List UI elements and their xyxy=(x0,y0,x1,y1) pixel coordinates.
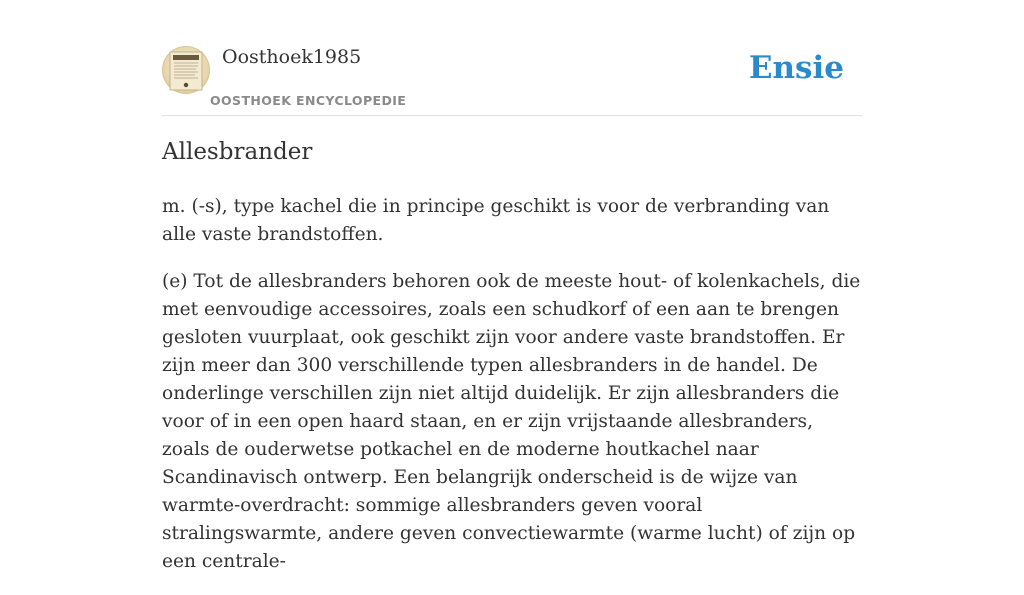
explanation-paragraph: (e) Tot de allesbranders behoren ook de meeste hout- of kolenkachels, die met eenvoudige accessoires, zoals een schudkorf of een aan te brengen gesloten vuurplaat, ook geschikt zijn voor andere vaste brandstoffen. Er zijn meer dan 300 verschillende typen allesbranders in de handel. De onderlinge verschillen zijn niet altijd duidelijk. Er zijn allesbranders die voor of in een open haard staan, en er zijn vrijstaande allesbranders, zoals de ouderwetse potkachel en de moderne houtkachel naar Scandinavisch ontwerp. Een belangrijk onderscheid is de wijze van warmte-overdracht: sommige allesbranders geven vooral stralingswarmte, andere geven convectiewarmte (warme lucht) of zijn op een centrale- xyxy=(162,271,861,572)
book-cover-icon xyxy=(162,46,210,94)
definition-paragraph: m. (-s), type kachel die in principe geschikt is voor de verbranding van alle vaste brandstoffen. xyxy=(162,196,830,245)
entry-body xyxy=(162,193,862,595)
author-avatar[interactable] xyxy=(162,46,210,94)
entry-header xyxy=(162,44,862,116)
ensie-logo[interactable]: Ensie xyxy=(748,50,844,86)
entry-title: Allesbrander xyxy=(162,139,313,165)
author-link[interactable]: Oosthoek1985 xyxy=(222,46,362,68)
source-label[interactable]: OOSTHOEK ENCYCLOPEDIE xyxy=(210,93,407,108)
